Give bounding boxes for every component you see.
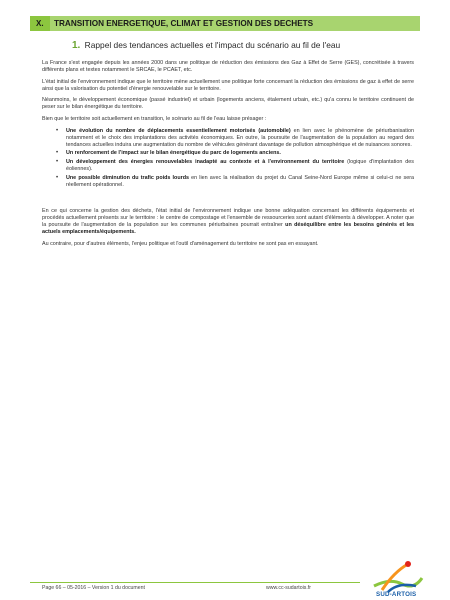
chapter-number: X. — [36, 19, 44, 28]
body-content — [42, 60, 414, 252]
waste-bold: un déséquilibre entre les besoins générés et les actuels emplacements/équipements. — [42, 222, 414, 236]
list-item — [66, 150, 414, 157]
list-item — [66, 128, 414, 149]
bullet-bold: Un renforcement de l'impact sur le bilan énergétique du parc de logements anciens. — [66, 150, 281, 157]
bullet-text: en lien avec la réalisation du projet du Canal Seine-Nord Europe même si celui-ci ne sera réellement opérationnel. — [66, 174, 415, 188]
spacer — [42, 198, 414, 208]
trend-list — [42, 128, 414, 189]
section-heading — [72, 40, 412, 51]
paragraph: L'état initial de l'environnement indique que le territoire mène actuellement une politique forte concernant la réduction des émissions de gaz à effet de serre ainsi que la valorisation du potentiel d'énergie renouvelable sur le territoire. — [42, 78, 414, 92]
logo-text: SUD-ARTOIS — [376, 591, 417, 598]
chapter-header — [30, 16, 420, 31]
paragraph-waste — [42, 208, 414, 236]
paragraph: Bien que le territoire soit actuellement en transition, le scénario au fil de l'eau laisse présager : — [42, 116, 267, 123]
chapter-title: TRANSITION ENERGETIQUE, CLIMAT ET GESTION DES DECHETS — [50, 16, 420, 31]
footer-divider — [30, 582, 360, 583]
waste-text: En ce qui concerne la gestion des déchets, l'état initial de l'environnement indique une bonne adéquation concernant les différents équipements et procédés actuellement présents sur le territoire : le centre de compostage et l'ensemble de ressourceries sont autant d'éléments à développer. A noter que la poursuite de l'augmentation de la population sur les communes périurbaines pourrait entraîner — [42, 207, 414, 229]
footer-url: www.cc-sudartois.fr — [266, 585, 311, 591]
footer-page-info: Page 66 – 05-2016 – Version 1 du document — [42, 585, 145, 591]
section-number: 1. — [72, 40, 81, 51]
paragraph: Néanmoins, le développement économique (passé industriel) et urbain (logements anciens, étalement urbain, etc.) qu'a connu le territoire continuent de peser sur le bilan énergétique du territoire. — [42, 97, 414, 111]
section-title: Rappel des tendances actuelles et l'impact du scénario au fil de l'eau — [84, 40, 341, 50]
bullet-text: en lien avec le phénomène de périurbanisation notamment et le choix des implantations des activités économiques. En outre, la poursuite de l'augmentation de la population au regard des tendances actuelles induira une augmentation du nombre de véhicules générant davantage de pollution atmosphérique et de nuisances sonores. — [66, 127, 414, 148]
bullet-text: (logique d'implantation des éoliennes). — [66, 159, 414, 173]
bullet-bold: Une évolution du nombre de déplacements essentiellement motorisés (automobile) — [66, 127, 291, 134]
list-item — [66, 175, 414, 189]
bullet-bold: Une possible diminution du trafic poids lourds — [66, 174, 190, 181]
paragraph: La France s'est engagée depuis les années 2000 dans une politique de réduction des émissions des Gaz à Effet de Serre (GES), concrétisée à travers différents plans et textes notamment le SRCAE, le PCAET, etc. — [42, 60, 414, 74]
list-item — [66, 159, 414, 173]
paragraph: Au contraire, pour d'autres éléments, l'enjeu politique et l'outil d'aménagement du territoire ne sont pas en essayant. — [42, 240, 319, 247]
bullet-bold: Un développement des énergies renouvelables inadapté au contexte et à l'environnement du territoire — [66, 159, 345, 166]
